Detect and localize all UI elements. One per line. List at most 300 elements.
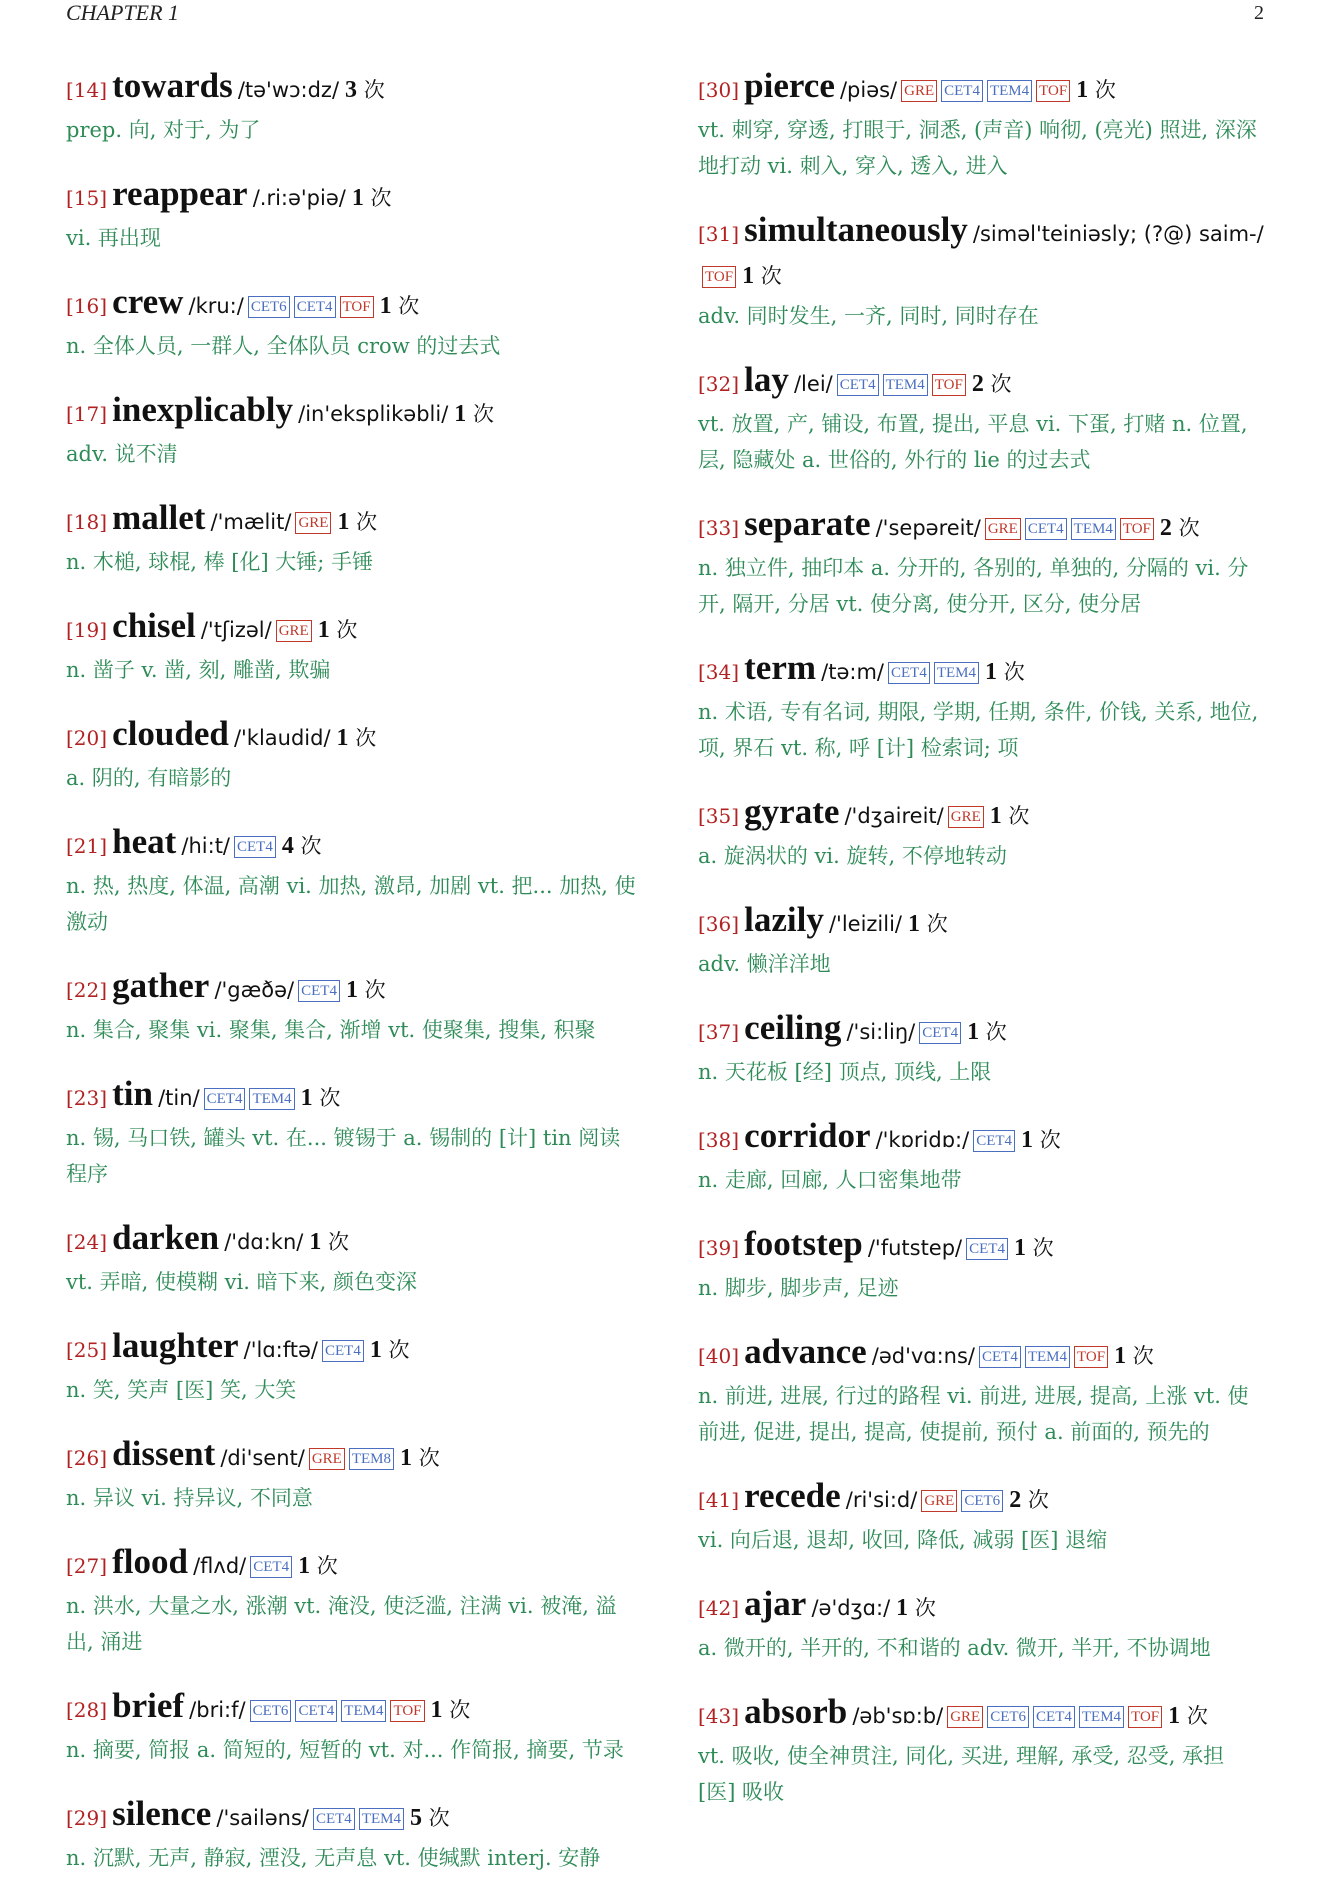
exam-tag: GRE [295, 512, 331, 534]
frequency-count: 1 [298, 1553, 311, 1579]
headword-line [698, 1584, 1268, 1630]
pronunciation: /əb'sɒ:b/ [852, 1704, 944, 1728]
entry-number: [19] [66, 618, 108, 642]
vocab-entry [698, 1584, 1268, 1666]
headword: corridor [744, 1116, 871, 1155]
exam-tag: TEM4 [1025, 1346, 1070, 1368]
exam-tag: CET4 [250, 1556, 292, 1578]
vocab-entry [66, 174, 636, 256]
pronunciation: /'sailəns/ [216, 1806, 309, 1830]
frequency-count: 1 [454, 401, 467, 427]
vocab-entry [66, 1686, 636, 1768]
headword-line [698, 900, 1268, 946]
exam-tag: CET6 [961, 1490, 1003, 1512]
frequency-count: 1 [345, 977, 358, 1003]
vocab-entry [66, 498, 636, 580]
frequency-unit: 次 [1027, 1488, 1049, 1512]
right-column [698, 66, 1268, 1836]
exam-tag: CET4 [234, 836, 276, 858]
vocab-entry [66, 966, 636, 1048]
definition: n. 洪水, 大量之水, 涨潮 vt. 淹没, 使泛滥, 注满 vi. 被淹, 溢出, 涌进 [66, 1594, 617, 1654]
headword-line [66, 1434, 636, 1480]
vocab-entry [698, 1116, 1268, 1198]
entry-number: [32] [698, 372, 740, 396]
frequency-unit: 次 [990, 372, 1012, 396]
frequency [318, 618, 358, 642]
exam-tag: GRE [948, 806, 984, 828]
frequency-count: 1 [1021, 1127, 1034, 1153]
headword: chisel [112, 606, 196, 645]
entry-number: [15] [66, 186, 108, 210]
frequency-unit: 次 [316, 1554, 338, 1578]
frequency [400, 1446, 440, 1470]
frequency-unit: 次 [1032, 1236, 1054, 1260]
entry-number: [29] [66, 1806, 108, 1830]
entry-number: [24] [66, 1230, 108, 1254]
pronunciation: /'leizili/ [828, 912, 903, 936]
exam-tag: CET4 [1033, 1706, 1075, 1728]
definition: n. 热, 热度, 体温, 高潮 vi. 加热, 激昂, 加剧 vt. 把... 加热, 使激动 [66, 874, 636, 934]
entry-number: [21] [66, 834, 108, 858]
frequency-unit: 次 [449, 1698, 471, 1722]
pronunciation: /'dʒaireit/ [844, 804, 944, 828]
pronunciation: /piəs/ [839, 78, 898, 102]
frequency [1021, 1128, 1061, 1152]
frequency-unit: 次 [356, 510, 378, 534]
exam-tag: TEM8 [349, 1448, 394, 1470]
frequency-count: 1 [1076, 77, 1089, 103]
frequency-count: 1 [989, 803, 1002, 829]
frequency [346, 978, 386, 1002]
entry-number: [31] [698, 222, 740, 246]
headword-line [698, 66, 1268, 112]
frequency [990, 804, 1030, 828]
exam-tag: TOF [1036, 80, 1070, 102]
exam-tag: TOF [1128, 1706, 1162, 1728]
frequency [410, 1806, 450, 1830]
definition: adv. 同时发生, 一齐, 同时, 同时存在 [698, 304, 1039, 328]
definition: n. 脚步, 脚步声, 足迹 [698, 1276, 899, 1300]
definition: n. 异议 vi. 持异议, 不同意 [66, 1486, 313, 1510]
headword-line [66, 1326, 636, 1372]
entry-number: [28] [66, 1698, 108, 1722]
definition: n. 集合, 聚集 vi. 聚集, 集合, 渐增 vt. 使聚集, 搜集, 积聚 [66, 1018, 596, 1042]
vocab-entry [66, 1542, 636, 1660]
frequency-count: 1 [1013, 1235, 1026, 1261]
headword: gather [112, 966, 210, 1005]
frequency-unit: 次 [760, 264, 782, 288]
headword-line [698, 1332, 1268, 1378]
definition: n. 凿子 v. 凿, 刻, 雕凿, 欺骗 [66, 658, 331, 682]
entry-number: [33] [698, 516, 740, 540]
exam-tag: GRE [276, 620, 312, 642]
entry-number: [40] [698, 1344, 740, 1368]
headword: pierce [744, 66, 835, 105]
headword: silence [112, 1794, 212, 1833]
pronunciation: /kru:/ [188, 294, 244, 318]
headword: lay [744, 360, 789, 399]
pronunciation: /tin/ [158, 1086, 200, 1110]
frequency-count: 1 [908, 911, 921, 937]
vocab-entry [698, 1224, 1268, 1306]
headword: absorb [744, 1692, 848, 1731]
exam-tag: TOF [340, 296, 374, 318]
frequency [282, 834, 322, 858]
frequency-count: 5 [409, 1805, 422, 1831]
definition: n. 沉默, 无声, 静寂, 湮没, 无声息 vt. 使缄默 interj. 安静 [66, 1846, 601, 1870]
definition: adv. 说不清 [66, 442, 178, 466]
vocab-entry [66, 1794, 636, 1876]
frequency-count: 1 [400, 1445, 413, 1471]
frequency-unit: 次 [355, 726, 377, 750]
pronunciation: /tə'wɔ:dz/ [237, 78, 340, 102]
exam-tag: TOF [1074, 1346, 1108, 1368]
entry-number: [42] [698, 1596, 740, 1620]
frequency-unit: 次 [418, 1446, 440, 1470]
frequency-unit: 次 [1039, 1128, 1061, 1152]
exam-tag: CET6 [250, 1700, 292, 1722]
vocab-entry [698, 900, 1268, 982]
pronunciation: /siməl'teiniəsly; (?@) saim-/ [972, 222, 1264, 246]
headword: lazily [744, 900, 824, 939]
vocab-entry [66, 1434, 636, 1516]
definition: n. 笑, 笑声 [医] 笑, 大笑 [66, 1378, 297, 1402]
headword: flood [112, 1542, 189, 1581]
frequency [345, 78, 385, 102]
exam-tag: CET4 [294, 296, 336, 318]
pronunciation: /'tʃizəl/ [200, 618, 272, 642]
headword-line [698, 1008, 1268, 1054]
exam-tag: TEM4 [359, 1808, 404, 1830]
definition: a. 旋涡状的 vi. 旋转, 不停地转动 [698, 844, 1007, 868]
headword-line [698, 1692, 1268, 1738]
headword: crew [112, 282, 184, 321]
headword: brief [112, 1686, 185, 1725]
headword: recede [744, 1476, 841, 1515]
pronunciation: /ri'si:d/ [845, 1488, 918, 1512]
vocab-entry [66, 822, 636, 940]
frequency [1168, 1704, 1208, 1728]
frequency [1160, 516, 1200, 540]
exam-tag: CET4 [973, 1130, 1015, 1152]
frequency-unit: 次 [472, 402, 494, 426]
vocab-entry [698, 1332, 1268, 1450]
headword-line [698, 504, 1268, 550]
definition: adv. 懒洋洋地 [698, 952, 831, 976]
frequency-count: 1 [430, 1697, 443, 1723]
headword-line [66, 390, 636, 436]
pronunciation: /'klaudid/ [233, 726, 331, 750]
headword: clouded [112, 714, 229, 753]
frequency-count: 1 [351, 185, 364, 211]
frequency-unit: 次 [428, 1806, 450, 1830]
headword: gyrate [744, 792, 840, 831]
exam-tag: TOF [932, 374, 966, 396]
frequency-count: 2 [1009, 1487, 1022, 1513]
frequency-count: 1 [317, 617, 330, 643]
frequency-unit: 次 [985, 1020, 1007, 1044]
exam-tag: CET4 [322, 1340, 364, 1362]
frequency-count: 2 [971, 371, 984, 397]
vocab-entry [66, 66, 636, 148]
definition: a. 微开的, 半开的, 不和谐的 adv. 微开, 半开, 不协调地 [698, 1636, 1211, 1660]
entry-number: [17] [66, 402, 108, 426]
entry-number: [38] [698, 1128, 740, 1152]
vocab-entry [66, 1074, 636, 1192]
exam-tag: CET4 [298, 980, 340, 1002]
headword-line [66, 66, 636, 112]
exam-tag: CET4 [979, 1346, 1021, 1368]
frequency [370, 1338, 410, 1362]
exam-tag: CET4 [1025, 518, 1067, 540]
exam-tag: TOF [702, 266, 736, 288]
exam-tag: CET4 [941, 80, 983, 102]
exam-tag: TEM4 [1079, 1706, 1124, 1728]
entry-number: [23] [66, 1086, 108, 1110]
frequency-unit: 次 [300, 834, 322, 858]
frequency [1014, 1236, 1054, 1260]
vocab-entry [698, 1476, 1268, 1558]
frequency-unit: 次 [1008, 804, 1030, 828]
frequency [1076, 78, 1116, 102]
frequency [908, 912, 948, 936]
definition: vi. 再出现 [66, 226, 161, 250]
vocab-entry [66, 282, 636, 364]
entry-number: [43] [698, 1704, 740, 1728]
vocab-entry [698, 210, 1268, 334]
exam-tag: TEM4 [249, 1088, 294, 1110]
pronunciation: /'lɑ:ftə/ [243, 1338, 318, 1362]
definition: n. 走廊, 回廊, 人口密集地带 [698, 1168, 962, 1192]
exam-tag: CET4 [966, 1238, 1008, 1260]
frequency [337, 510, 377, 534]
definition: n. 摘要, 简报 a. 简短的, 短暂的 vt. 对... 作简报, 摘要, 节录 [66, 1738, 624, 1762]
pronunciation: /bri:f/ [189, 1698, 246, 1722]
page-number: 2 [1254, 2, 1264, 24]
headword-line [66, 498, 636, 544]
frequency [431, 1698, 471, 1722]
running-head [66, 0, 1264, 26]
headword: advance [744, 1332, 867, 1371]
vocab-entry [698, 1692, 1268, 1810]
frequency-count: 3 [345, 77, 358, 103]
frequency-unit: 次 [388, 1338, 410, 1362]
frequency-unit: 次 [319, 1086, 341, 1110]
vocab-entry [66, 390, 636, 472]
headword: ceiling [744, 1008, 842, 1047]
pronunciation: /lei/ [793, 372, 833, 396]
frequency [301, 1086, 341, 1110]
headword-line [66, 1542, 636, 1588]
pronunciation: /'si:liŋ/ [846, 1020, 916, 1044]
exam-tag: TEM4 [883, 374, 928, 396]
headword: simultaneously [744, 210, 968, 249]
entry-number: [16] [66, 294, 108, 318]
frequency-count: 4 [281, 833, 294, 859]
headword-line [66, 1074, 636, 1120]
exam-tag: TOF [1120, 518, 1154, 540]
frequency-count: 1 [337, 509, 350, 535]
frequency-unit: 次 [370, 186, 392, 210]
pronunciation: /'gæðə/ [214, 978, 295, 1002]
headword: term [744, 648, 817, 687]
frequency-count: 1 [336, 725, 349, 751]
pronunciation: /tə:m/ [821, 660, 884, 684]
definition: vt. 弄暗, 使模糊 vi. 暗下来, 颜色变深 [66, 1270, 417, 1294]
frequency-unit: 次 [336, 618, 358, 642]
entry-number: [39] [698, 1236, 740, 1260]
frequency [309, 1230, 349, 1254]
headword: darken [112, 1218, 220, 1257]
pronunciation: /hi:t/ [181, 834, 231, 858]
entry-number: [18] [66, 510, 108, 534]
frequency-count: 2 [1159, 515, 1172, 541]
exam-tag: GRE [947, 1706, 983, 1728]
headword: heat [112, 822, 177, 861]
definition: n. 全体人员, 一群人, 全体队员 crow 的过去式 [66, 334, 501, 358]
exam-tag: CET4 [888, 662, 930, 684]
headword-line [66, 966, 636, 1012]
vocab-entry [698, 648, 1268, 766]
pronunciation: /'dɑ:kn/ [224, 1230, 304, 1254]
frequency [337, 726, 377, 750]
frequency-count: 1 [742, 263, 755, 289]
exam-tag: TEM4 [934, 662, 979, 684]
headword-line [66, 174, 636, 220]
frequency-count: 1 [985, 659, 997, 685]
pronunciation: /'mælit/ [210, 510, 292, 534]
pronunciation: /'sepəreit/ [875, 516, 981, 540]
frequency-unit: 次 [364, 978, 386, 1002]
headword: laughter [112, 1326, 239, 1365]
frequency-unit: 次 [914, 1596, 936, 1620]
frequency-unit: 次 [1132, 1344, 1154, 1368]
frequency [972, 372, 1012, 396]
vocab-entry [698, 360, 1268, 478]
definition: n. 术语, 专有名词, 期限, 学期, 任期, 条件, 价钱, 关系, 地位, 项, 界石 vt. 称, 呼 [计] 检索词; 项 [698, 700, 1259, 760]
entry-number: [41] [698, 1488, 740, 1512]
entry-number: [27] [66, 1554, 108, 1578]
headword-line [698, 210, 1268, 298]
definition: vi. 向后退, 退却, 收回, 降低, 减弱 [医] 退缩 [698, 1528, 1108, 1552]
entry-number: [35] [698, 804, 740, 828]
frequency [380, 294, 420, 318]
frequency-count: 1 [967, 1019, 980, 1045]
exam-tag: TOF [390, 1700, 424, 1722]
headword-line [66, 714, 636, 760]
entry-number: [30] [698, 78, 740, 102]
frequency-count: 1 [1168, 1703, 1181, 1729]
headword-line [698, 1224, 1268, 1270]
exam-tag: GRE [985, 518, 1021, 540]
frequency-count: 1 [896, 1595, 909, 1621]
entry-number: [36] [698, 912, 740, 936]
headword-line [698, 360, 1268, 406]
frequency [1009, 1488, 1049, 1512]
exam-tag: CET4 [919, 1022, 961, 1044]
exam-tag: CET4 [837, 374, 879, 396]
headword: dissent [112, 1434, 216, 1473]
frequency-count: 1 [369, 1337, 382, 1363]
exam-tag: CET4 [204, 1088, 246, 1110]
vocab-entry [66, 1218, 636, 1300]
definition: n. 独立件, 抽印本 a. 分开的, 各别的, 单独的, 分隔的 vi. 分开, 隔开, 分居 vt. 使分离, 使分开, 区分, 使分居 [698, 556, 1249, 616]
entry-number: [37] [698, 1020, 740, 1044]
frequency-count: 1 [1114, 1343, 1127, 1369]
headword: separate [744, 504, 871, 543]
frequency-unit: 次 [328, 1230, 350, 1254]
headword: tin [112, 1074, 154, 1113]
frequency-unit: 次 [398, 294, 420, 318]
entry-number: [14] [66, 78, 108, 102]
frequency-unit: 次 [363, 78, 385, 102]
headword-line [698, 1476, 1268, 1522]
frequency [1114, 1344, 1154, 1368]
headword-line [66, 1686, 636, 1732]
headword-line [66, 606, 636, 652]
exam-tag: CET4 [313, 1808, 355, 1830]
exam-tag: TEM4 [341, 1700, 386, 1722]
headword-line [66, 1218, 636, 1264]
vocab-entry [698, 1008, 1268, 1090]
frequency-unit: 次 [1094, 78, 1116, 102]
headword-line [698, 792, 1268, 838]
entry-number: [26] [66, 1446, 108, 1470]
exam-tag: TEM4 [1071, 518, 1116, 540]
frequency [298, 1554, 338, 1578]
exam-tag: CET6 [248, 296, 290, 318]
definition: vt. 刺穿, 穿透, 打眼于, 洞悉, (声音) 响彻, (亮光) 照进, 深深地打动 vi. 刺入, 穿入, 透入, 进入 [698, 118, 1257, 178]
vocab-entry [66, 1326, 636, 1408]
frequency-unit: 次 [1003, 660, 1025, 684]
pronunciation: /əd'vɑ:ns/ [871, 1344, 976, 1368]
headword: footstep [744, 1224, 863, 1263]
headword: mallet [112, 498, 206, 537]
definition: n. 天花板 [经] 顶点, 顶线, 上限 [698, 1060, 992, 1084]
entry-number: [25] [66, 1338, 108, 1362]
frequency-unit: 次 [926, 912, 948, 936]
definition: prep. 向, 对于, 为了 [66, 118, 261, 142]
pronunciation: /'futstep/ [867, 1236, 963, 1260]
frequency [454, 402, 494, 426]
pronunciation: /di'sent/ [220, 1446, 305, 1470]
frequency-unit: 次 [1186, 1704, 1208, 1728]
pronunciation: /.ri:ə'piə/ [252, 186, 346, 210]
vocab-entry [66, 606, 636, 688]
frequency [742, 264, 782, 288]
pronunciation: /ə'dʒɑ:/ [811, 1596, 891, 1620]
frequency [352, 186, 392, 210]
left-column [66, 66, 636, 1902]
headword-line [66, 822, 636, 868]
frequency-unit: 次 [1178, 516, 1200, 540]
definition: n. 锡, 马口铁, 罐头 vt. 在... 镀锡于 a. 锡制的 [计] tin 阅读程序 [66, 1126, 621, 1186]
exam-tag: TEM4 [987, 80, 1032, 102]
definition: n. 木槌, 球棍, 棒 [化] 大锤; 手锤 [66, 550, 374, 574]
headword: towards [112, 66, 233, 105]
pronunciation: /flʌd/ [193, 1554, 247, 1578]
entry-number: [34] [698, 660, 740, 684]
definition: vt. 吸收, 使全神贯注, 同化, 买进, 理解, 承受, 忍受, 承担 [医] 吸收 [698, 1744, 1225, 1804]
headword-line [698, 1116, 1268, 1162]
headword: inexplicably [112, 390, 294, 429]
frequency [896, 1596, 936, 1620]
vocab-entry [698, 66, 1268, 184]
vocab-entry [698, 504, 1268, 622]
exam-tag: CET6 [987, 1706, 1029, 1728]
exam-tag: CET4 [295, 1700, 337, 1722]
headword: reappear [112, 174, 248, 213]
